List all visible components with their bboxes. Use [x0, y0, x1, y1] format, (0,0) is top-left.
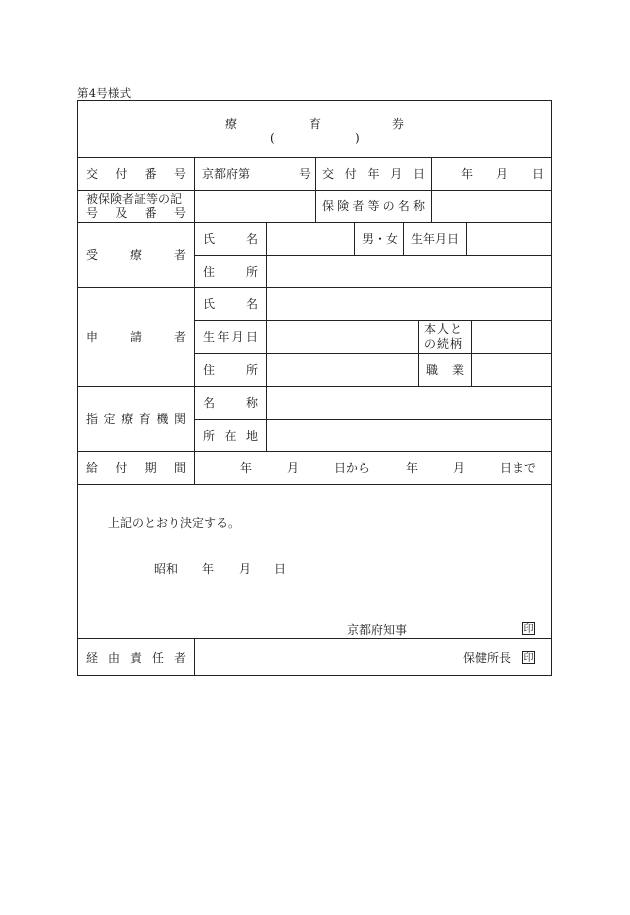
recipient-name-label: 氏 名: [203, 232, 258, 246]
insurance-symbol-label-line1: 被保険者証等の記: [86, 192, 183, 206]
issue-number-suffix: 号: [299, 167, 312, 181]
recipient-address-label: 住 所: [203, 265, 258, 279]
rule: [78, 484, 552, 485]
issue-date-year: 年: [461, 167, 474, 181]
ryouiku-ticket-form: [77, 100, 552, 676]
decision-statement: 上記のとおり決定する。: [108, 516, 241, 530]
rule: [266, 222, 267, 386]
period-to-year: 年: [406, 461, 419, 475]
rule: [431, 157, 432, 190]
applicant-label: 申 請 者: [86, 330, 186, 344]
title-char: 育: [309, 117, 322, 131]
health-center-director: 保健所長: [463, 651, 512, 665]
governor-seal-icon: 印: [523, 624, 534, 635]
issue-number-prefix: 京都府第: [202, 167, 251, 181]
decision-day: 日: [274, 562, 287, 576]
rule: [466, 222, 467, 255]
rule: [315, 157, 316, 222]
period-to-month: 月: [453, 461, 466, 475]
institution-label: 指 定 療 育 機 関: [86, 412, 186, 426]
insurance-symbol-label-line2: 号 及 番 号: [86, 206, 186, 220]
period-from-month: 月: [287, 461, 300, 475]
rule: [194, 320, 552, 321]
issue-number-label: 交 付 番 号: [86, 167, 186, 181]
rule: [194, 638, 195, 676]
rule: [194, 222, 195, 451]
rule: [266, 386, 267, 451]
issue-date-day: 日: [532, 167, 545, 181]
decision-era: 昭和: [154, 562, 179, 576]
institution-name-label: 名 称: [203, 396, 258, 410]
rule: [194, 353, 552, 354]
form-number: 第4号様式: [77, 86, 132, 100]
institution-location-label: 所 在 地: [203, 429, 258, 443]
via-responsible-label: 経 由 責 任 者: [86, 651, 186, 665]
rule: [78, 451, 552, 452]
decision-month: 月: [239, 562, 252, 576]
rule: [78, 222, 552, 223]
period-to-day: 日まで: [500, 461, 537, 475]
applicant-name-label: 氏 名: [203, 297, 258, 311]
recipient-sex: 男・女: [362, 232, 399, 246]
title-paren-close: ): [355, 131, 360, 145]
benefit-period-label: 給 付 期 間: [86, 461, 186, 475]
rule: [194, 419, 552, 420]
governor-title: 京都府知事: [347, 623, 408, 637]
applicant-birth-label: 生 年 月 日: [203, 330, 258, 344]
rule: [78, 638, 552, 639]
rule: [194, 451, 195, 484]
rule: [431, 190, 432, 222]
title-char: 券: [392, 117, 405, 131]
rule: [471, 320, 472, 386]
director-seal-icon: 印: [523, 653, 534, 664]
applicant-occupation-label: 職 業: [426, 363, 464, 377]
applicant-address-label: 住 所: [203, 363, 258, 377]
rule: [78, 386, 552, 387]
issue-date-month: 月: [496, 167, 509, 181]
insurer-name-label: 保 険 者 等 の 名 称: [322, 199, 425, 213]
decision-year: 年: [202, 562, 215, 576]
rule: [354, 222, 355, 255]
applicant-relation-label-line2: の続柄: [424, 337, 464, 351]
rule: [194, 157, 195, 222]
title-paren-open: (: [270, 131, 275, 145]
rule: [78, 287, 552, 288]
title-char: 療: [225, 117, 238, 131]
recipient-birth-label: 生年月日: [411, 232, 460, 246]
period-from-day: 日から: [334, 461, 371, 475]
rule: [403, 222, 404, 255]
issue-date-label: 交 付 年 月 日: [322, 167, 425, 181]
rule: [418, 320, 419, 386]
rule: [194, 255, 552, 256]
recipient-label: 受 療 者: [86, 248, 186, 262]
applicant-relation-label-line1: 本人と: [424, 322, 464, 336]
period-from-year: 年: [240, 461, 253, 475]
